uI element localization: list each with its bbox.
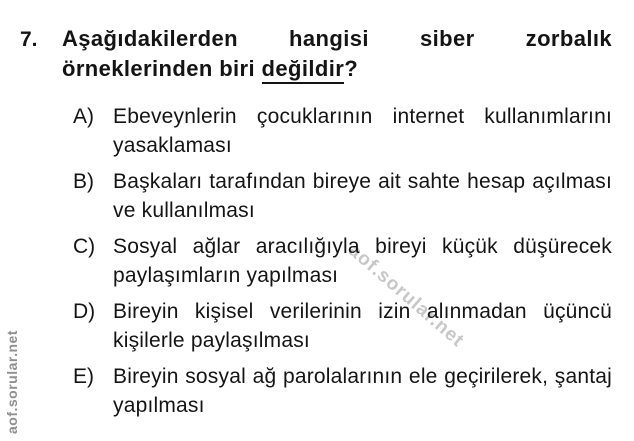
question-text-end: ? — [344, 56, 359, 81]
option-c-letter: C) — [73, 235, 96, 258]
option-b-text: Başkaları tarafından bireye ait sahte hesap açılması ve kullanılması — [113, 170, 612, 222]
option-c-text: Sosyal ağlar aracılığıyla bireyi küçük düşürecek paylaşımların yapılması — [113, 235, 612, 287]
option-d-text: Bireyin kişisel verilerinin izin alınmadan üçüncü kişilerle paylaşılması — [113, 300, 612, 352]
option-e-letter: E) — [73, 365, 94, 388]
site-watermark-diagonal: aof.sorular.net — [344, 240, 469, 352]
option-e — [73, 362, 612, 420]
option-d-letter: D) — [73, 300, 96, 323]
site-watermark-vertical: aof.sorular.net — [4, 330, 20, 434]
option-d — [73, 297, 612, 355]
question-number: 7. — [20, 28, 38, 51]
option-a — [73, 102, 612, 160]
option-a-letter: A) — [73, 105, 94, 128]
option-c — [73, 232, 612, 290]
options-list — [0, 84, 634, 420]
option-a-text: Ebeveynlerin çocuklarının internet kullanımlarını yasaklaması — [113, 105, 612, 157]
option-b — [73, 167, 612, 225]
question-text — [62, 24, 612, 84]
question-block — [0, 0, 634, 84]
question-keyword-underlined: değildir — [262, 56, 345, 84]
option-b-letter: B) — [73, 170, 94, 193]
option-e-text: Bireyin sosyal ağ parolalarının ele geçirilerek, şantaj yapılması — [113, 365, 612, 417]
question-text-start: Aşağıdakilerden hangisi siber zorbalık örneklerinden biri — [62, 26, 612, 81]
